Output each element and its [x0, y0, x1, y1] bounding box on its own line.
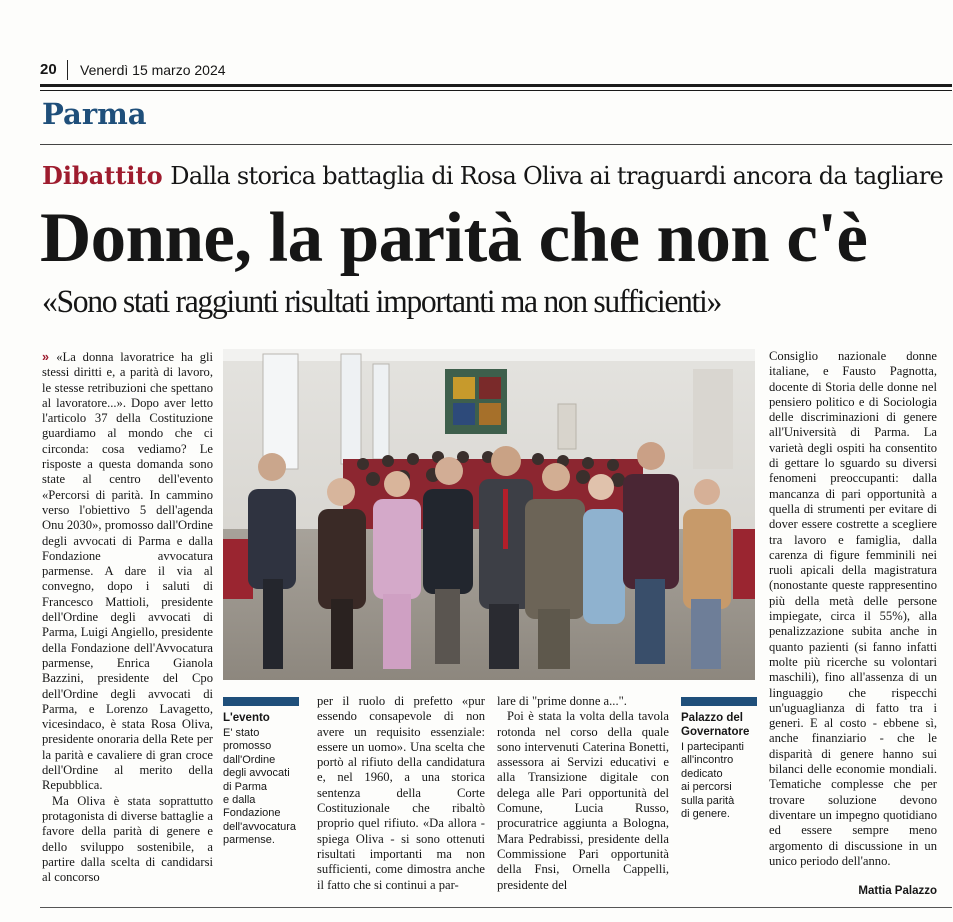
paragraph: Poi è stata la volta della tavola rotonda nel corso della quale sono intervenuti Caterina Bonetti, assessora ai Servizi educativi e alla Transizione digitale con delega alle Pari opportunità del Comune, Lucia Russo, procuratrice aggiunta a Bologna, Mara Pedrabissi, presidente della Commissione Pari opportunità della Fnsi, Ornella Cappelli, presidente del — [497, 709, 669, 892]
sidebar-left-line: parmense. — [223, 834, 275, 847]
headline: Donne, la parità che non c'è — [40, 199, 868, 277]
subheadline: «Sono stati raggiunti risultati importanti ma non sufficienti» — [42, 284, 721, 320]
header-rule-thin — [40, 90, 952, 91]
sidebar-right-line: ai percorsi — [681, 781, 732, 794]
sidebar-right-text — [681, 741, 744, 821]
author-byline: Mattia Palazzo — [858, 885, 937, 897]
sidebar-left-line: E' stato — [223, 727, 260, 739]
sidebar-left-line: promosso — [223, 740, 272, 753]
sidebar-left-line: e dalla — [223, 794, 256, 807]
quote-marker-icon: » — [42, 350, 57, 364]
sidebar-left-line: dell'avvocatura — [223, 820, 297, 833]
footer-rule — [40, 907, 952, 908]
section-title: Parma — [42, 97, 147, 131]
header-separator — [67, 60, 68, 80]
section-rule — [40, 144, 952, 145]
sidebar-right-line: all'incontro — [681, 754, 734, 767]
article-column-6 — [769, 349, 937, 869]
header-rule-thick — [40, 84, 952, 87]
event-photo — [223, 349, 755, 680]
paragraph: lare di "prime donne a...". — [497, 694, 627, 708]
kicker-text: Dalla storica battaglia di Rosa Oliva ai traguardi ancora da tagliare — [170, 162, 943, 190]
sidebar-left-line: dall'Ordine — [223, 753, 276, 766]
sidebar-left-bar — [223, 697, 299, 706]
paragraph: per il ruolo di prefetto «pur essendo consapevole di non avere un requisito essenziale: essere un uomo». Una scelta che portò al rifiuto della candidatura e, nel 1960, a una storica sentenza della Corte Costituzionale che ribaltò proprio quel rifiuto. «Da allora - spiega Oliva - si sono ottenuti risultati importanti ma non sufficienti, come dimostra anche il fatto che si continui a par- — [317, 694, 485, 892]
paragraph: Ma Oliva è stata soprattutto protagonista di diverse battaglie a favore della parità di genere e dello sviluppo sostenibile, a partire dalla scelta di candidarsi al concorso — [42, 793, 213, 885]
publication-date: Venerdì 15 marzo 2024 — [80, 62, 226, 78]
sidebar-left-line: degli avvocati — [223, 767, 290, 780]
paragraph — [42, 350, 213, 794]
sidebar-left-line: di Parma — [223, 780, 268, 793]
group-photo-illustration — [223, 349, 755, 680]
kicker — [42, 161, 943, 190]
sidebar-left-text — [223, 727, 296, 848]
sidebar-left-line: Fondazione — [223, 807, 281, 820]
article-column-1 — [42, 350, 213, 885]
article-column-4 — [497, 694, 669, 893]
sidebar-right-title-line: Governatore — [681, 726, 750, 738]
sidebar-right-title-line: Palazzo del — [681, 712, 743, 724]
page-number: 20 — [40, 61, 57, 78]
paragraph-text: «La donna lavoratrice ha gli stessi diritti e, a parità di lavoro, le stesse retribuzioni che spettano al lavoratore...». Dopo aver letto l'articolo 37 della Costituzione guardiamo al mondo che ci circonda: cosa vediamo? Le risposte a questa domanda sono state al centro dell'evento «Percorsi di parità. In cammino verso l'obiettivo 5 dell'agenda Onu 2030», promosso dall'Ordine degli avvocati di Parma e dalla Fondazione avvocatura parmense. A dare il via al convegno, dopo i saluti di Francesco Mattioli, presidente dell'Ordine degli avvocati di Parma, Luigi Angiello, presidente della Fondazione dell'Avvocatura parmense, Enrica Gianola Bazzini, presidente del Cpo dell'Ordine degli avvocati di Parma, e Lorenzo Lavagetto, vicesindaco, è stata Rosa Oliva, presidente onoraria della Rete per la parità e cavaliere di gran croce dell'Ordine al merito della Repubblica. — [42, 350, 213, 793]
article-column-3 — [317, 694, 485, 893]
sidebar-right-title — [681, 711, 749, 739]
sidebar-right-line: dedicato — [681, 767, 723, 780]
sidebar-right-bar — [681, 697, 757, 706]
paragraph: Consiglio nazionale donne italiane, e Fausto Pagnotta, docente di Storia delle donne nel pensiero politico e di Sociologia delle discriminazioni di genere all'Università di Parma. La varietà degli ospiti ha consentito di gettare lo sguardo su diversi fenomeni preoccupanti: dalla mancanza di pari opportunità a quella di strumenti per evitare di dover essere costrette a scegliere tra lavoro e famiglia, dalla carenza di figure femminili nei ruoli apicali della magistratura (nonostante queste rappresentino più della metà delle persone impiegate, circa il 55%), alla penalizzazione subita anche in quanto pazienti (si fanno infatti molte più ricerche su volontari maschili), fino all'assenza di un linguaggio che rispecchi un'uguaglianza di fatto tra i generi. E al costo - ebbene sì, anche finanziario - che le disparità di genere hanno sui bilanci delle economie mondiali. Tematiche complesse che per trovare soluzione devono diventare un impegno quotidiano ed essere sempre meno argomento di discussione in un unico periodo dell'anno. — [769, 349, 937, 868]
sidebar-right-line: I partecipanti — [681, 741, 744, 753]
sidebar-left-title: L'evento — [223, 712, 270, 724]
sidebar-right-line: sulla parità — [681, 794, 735, 807]
kicker-label: Dibattito — [42, 161, 163, 190]
sidebar-right-line: di genere. — [681, 808, 730, 821]
